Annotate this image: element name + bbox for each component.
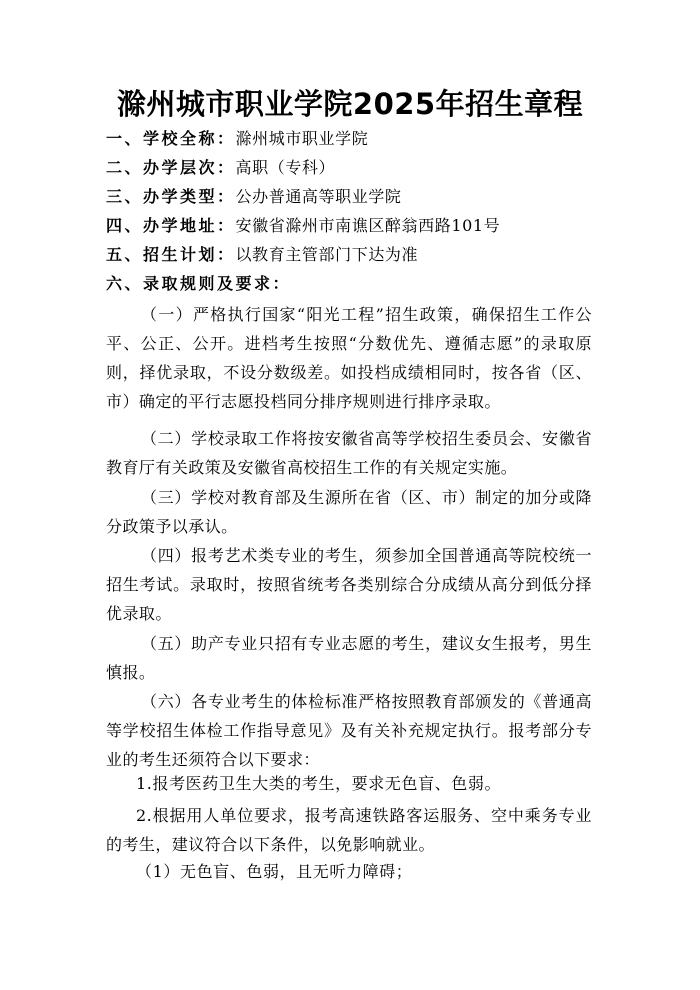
item-value: 安徽省滁州市南谯区醉翁西路101号: [235, 216, 501, 235]
item-school-level: [106, 157, 335, 179]
item-label: 五、招生计划：: [106, 245, 236, 264]
paragraph-rule-1: （一）严格执行国家“阳光工程”招生政策，确保招生工作公平、公正、公开。进档考生按照“分数优先、遵循志愿”的录取原则，择优录取，不设分数级差。如投档成绩相同时，按各省（区、市）确定的平行志愿投档同分排序规则进行排序录取。: [106, 305, 592, 411]
requirement-paragraph-2: 2.根据用人单位要求，报考高速铁路客运服务、空中乘务专业的考生，建议符合以下条件，以免影响就业。: [106, 806, 592, 854]
item-enrollment-plan: [106, 244, 418, 266]
paragraph-rule-4: （四）报考艺术类专业的考生，须参加全国普通高等院校统一招生考试。录取时，按照省统考各类别综合分成绩从高分到低分择优录取。: [106, 546, 592, 623]
item-value: 公办普通高等职业学院: [235, 187, 402, 206]
paragraph-rule-5: （五）助产专业只招有专业志愿的考生，建议女生报考，男生慎报。: [106, 634, 592, 682]
item-value: 高职（专科）: [235, 158, 336, 177]
requirement-line-3: （1）无色盲、色弱，且无听力障碍；: [136, 862, 413, 881]
requirement-line-1: 1.报考医药卫生大类的考生，要求无色盲、色弱。: [136, 774, 502, 793]
item-school-type: [106, 186, 402, 208]
item-admission-rules: [106, 273, 291, 295]
item-value: 滁州城市职业学院: [235, 129, 369, 148]
item-school-address: [106, 215, 500, 237]
item-school-name: [106, 128, 368, 150]
item-label: 二、办学层次：: [106, 158, 236, 177]
item-label: 六、录取规则及要求：: [106, 274, 292, 293]
item-label: 四、办学地址：: [106, 216, 236, 235]
item-label: 三、办学类型：: [106, 187, 236, 206]
document-title: 滁州城市职业学院2025年招生章程: [116, 87, 584, 121]
item-label: 一、学校全称：: [106, 129, 236, 148]
paragraph-rule-6: （六）各专业考生的体检标准严格按照教育部颁发的《普通高等学校招生体检工作指导意见》及有关补充规定执行。报考部分专业的考生还须符合以下要求：: [106, 692, 592, 769]
paragraph-rule-2: （二）学校录取工作将按安徽省高等学校招生委员会、安徽省教育厅有关政策及安徽省高校招生工作的有关规定实施。: [106, 429, 592, 477]
paragraph-rule-3: （三）学校对教育部及生源所在省（区、市）制定的加分或降分政策予以承认。: [106, 488, 592, 536]
item-value: 以教育主管部门下达为准: [235, 245, 419, 264]
